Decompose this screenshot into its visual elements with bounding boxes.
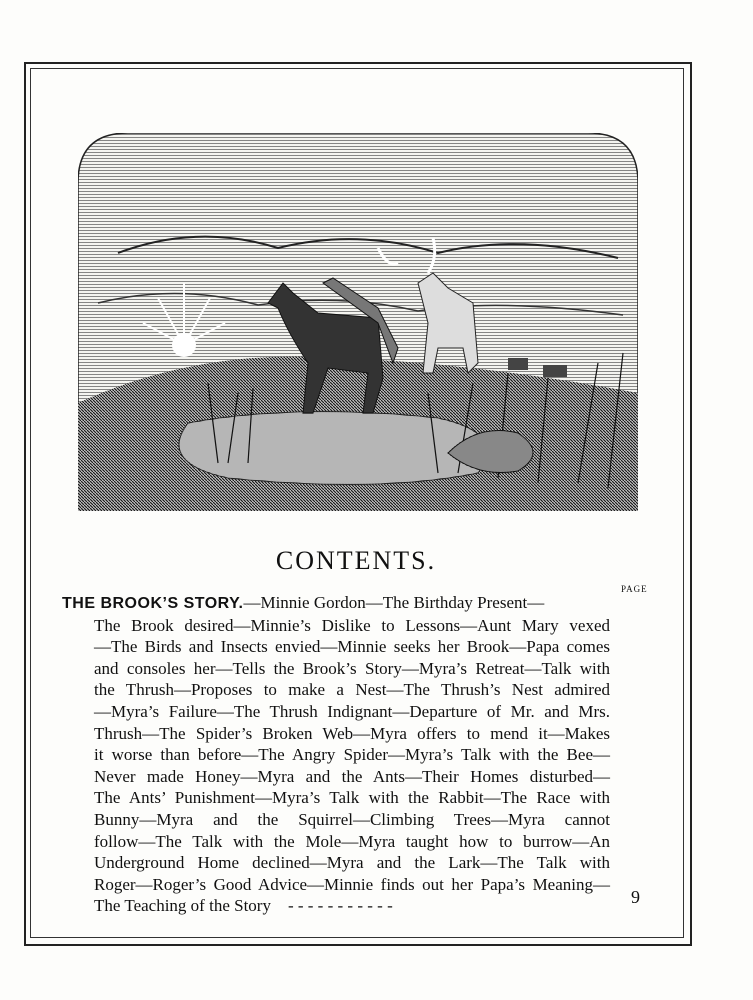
entry-line: and consoles her—Tells the Brook’s Story—Myra’s Retreat—Talk with: [94, 658, 610, 678]
entry-line: —Minnie Gordon—The Birthday Present—: [243, 593, 545, 612]
entry-title: THE BROOK’S STORY.: [62, 595, 244, 612]
entry-line: The Teaching of the Story: [94, 896, 271, 916]
entry-line: Never made Honey—Myra and the Ants—Their Homes disturbed—: [94, 766, 610, 786]
deer-engraving-illustration: [78, 133, 638, 511]
entry-line: Underground Home declined—Myra and the Lark—The Talk with: [94, 853, 610, 873]
entry-line: Thrush—The Spider’s Broken Web—Myra offers to mend it—Makes: [94, 723, 610, 743]
entry-line: —The Birds and Insects envied—Minnie seeks her Brook—Papa comes: [94, 637, 610, 657]
entry-first-line: [62, 592, 610, 615]
entry-line: the Thrush—Proposes to make a Nest—The Thrush’s Nest admired: [94, 680, 610, 700]
entry-last-line: [62, 895, 610, 917]
dot-leader: - - - - - - - - - - -: [287, 896, 393, 916]
entry-line: follow—The Talk with the Mole—Myra taught how to burrow—An: [94, 831, 610, 851]
contents-heading: CONTENTS.: [275, 546, 437, 575]
entry-line: Bunny—Myra and the Squirrel—Climbing Trees—Myra cannot: [94, 809, 610, 829]
entry-line: The Ants’ Punishment—Myra’s Talk with the Rabbit—The Race with: [94, 788, 610, 808]
contents-entry: [62, 592, 610, 917]
entry-line: —Myra’s Failure—The Thrush Indignant—Departure of Mr. and Mrs.: [94, 701, 610, 721]
entry-line: The Brook desired—Minnie’s Dislike to Lessons—Aunt Mary vexed: [94, 615, 610, 635]
page-column-label: PAGE: [621, 584, 648, 594]
entry-line: Roger—Roger’s Good Advice—Minnie finds out her Papa’s Meaning—: [94, 874, 610, 894]
entry-page-number: 9: [631, 887, 640, 907]
entry-line: it worse than before—The Angry Spider—Myra’s Talk with the Bee—: [94, 745, 610, 765]
